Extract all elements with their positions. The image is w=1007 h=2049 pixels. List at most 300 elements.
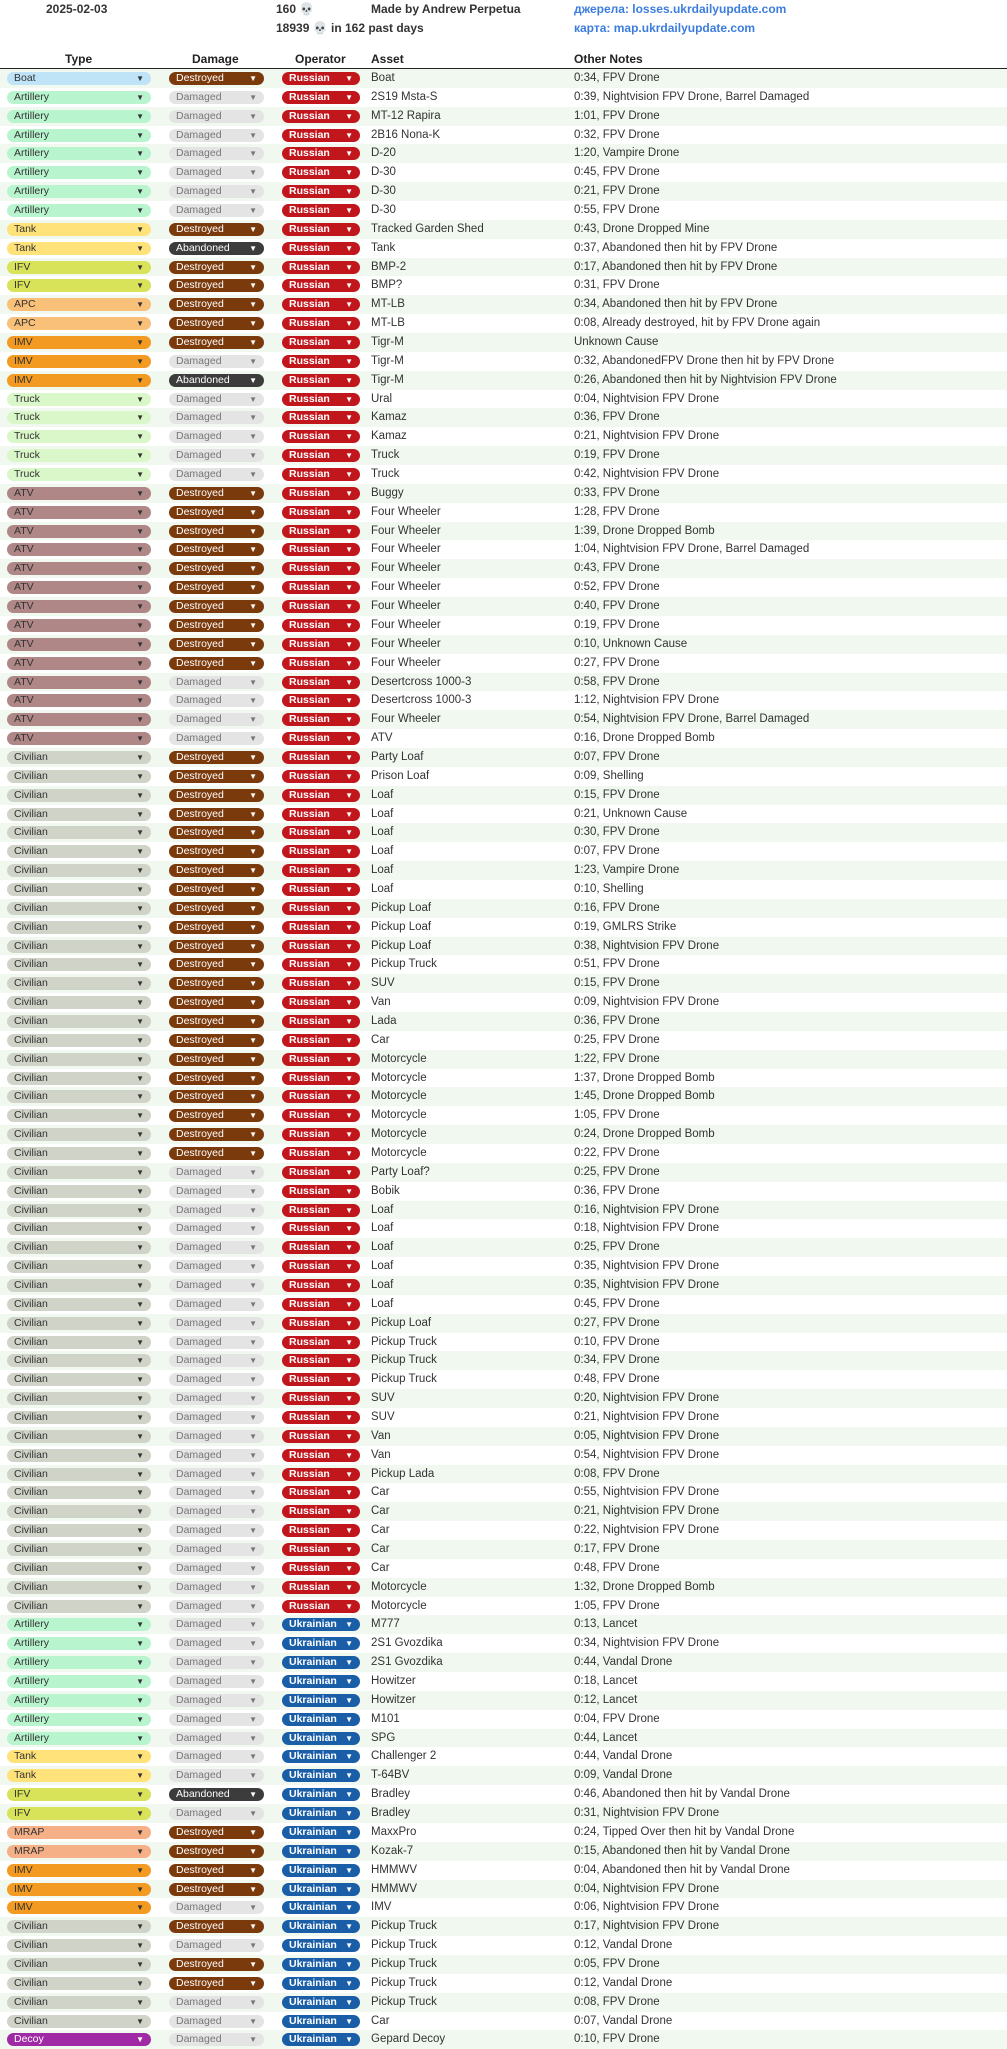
damage-select[interactable] xyxy=(169,336,264,349)
operator-select[interactable] xyxy=(282,355,360,368)
operator-select[interactable] xyxy=(282,1996,360,2009)
damage-select[interactable] xyxy=(169,543,264,556)
type-select[interactable] xyxy=(7,1637,151,1650)
damage-select[interactable] xyxy=(169,393,264,406)
type-select[interactable] xyxy=(7,185,151,198)
type-select[interactable] xyxy=(7,1185,151,1198)
type-select[interactable] xyxy=(7,506,151,519)
damage-select[interactable] xyxy=(169,1581,264,1594)
type-select[interactable] xyxy=(7,1845,151,1858)
operator-select[interactable] xyxy=(282,996,360,1009)
operator-select[interactable] xyxy=(282,1147,360,1160)
damage-select[interactable] xyxy=(169,1430,264,1443)
damage-select[interactable] xyxy=(169,147,264,160)
operator-select[interactable] xyxy=(282,732,360,745)
operator-select[interactable] xyxy=(282,110,360,123)
operator-select[interactable] xyxy=(282,1637,360,1650)
operator-select[interactable] xyxy=(282,1109,360,1122)
damage-select[interactable] xyxy=(169,619,264,632)
operator-select[interactable] xyxy=(282,1939,360,1952)
damage-select[interactable] xyxy=(169,1524,264,1537)
damage-select[interactable] xyxy=(169,2033,264,2046)
damage-select[interactable] xyxy=(169,223,264,236)
operator-select[interactable] xyxy=(282,789,360,802)
operator-select[interactable] xyxy=(282,223,360,236)
damage-select[interactable] xyxy=(169,91,264,104)
operator-select[interactable] xyxy=(282,562,360,575)
damage-select[interactable] xyxy=(169,977,264,990)
damage-select[interactable] xyxy=(169,1713,264,1726)
type-select[interactable] xyxy=(7,1241,151,1254)
operator-select[interactable] xyxy=(282,2033,360,2046)
damage-select[interactable] xyxy=(169,826,264,839)
operator-select[interactable] xyxy=(282,1675,360,1688)
type-select[interactable] xyxy=(7,1204,151,1217)
operator-select[interactable] xyxy=(282,72,360,85)
operator-select[interactable] xyxy=(282,657,360,670)
damage-select[interactable] xyxy=(169,1656,264,1669)
operator-select[interactable] xyxy=(282,430,360,443)
damage-select[interactable] xyxy=(169,1034,264,1047)
type-select[interactable] xyxy=(7,1562,151,1575)
operator-select[interactable] xyxy=(282,808,360,821)
type-select[interactable] xyxy=(7,921,151,934)
operator-select[interactable] xyxy=(282,619,360,632)
damage-select[interactable] xyxy=(169,1411,264,1424)
damage-select[interactable] xyxy=(169,770,264,783)
operator-select[interactable] xyxy=(282,1204,360,1217)
damage-select[interactable] xyxy=(169,996,264,1009)
damage-select[interactable] xyxy=(169,411,264,424)
operator-select[interactable] xyxy=(282,1430,360,1443)
operator-select[interactable] xyxy=(282,845,360,858)
column-header-asset[interactable]: Asset xyxy=(371,52,404,66)
damage-select[interactable] xyxy=(169,1354,264,1367)
type-select[interactable] xyxy=(7,1807,151,1820)
operator-select[interactable] xyxy=(282,1468,360,1481)
type-select[interactable] xyxy=(7,298,151,311)
operator-select[interactable] xyxy=(282,1732,360,1745)
type-select[interactable] xyxy=(7,1675,151,1688)
damage-select[interactable] xyxy=(169,1072,264,1085)
operator-select[interactable] xyxy=(282,1279,360,1292)
operator-select[interactable] xyxy=(282,1260,360,1273)
column-header-type[interactable]: Type xyxy=(65,52,93,66)
operator-select[interactable] xyxy=(282,902,360,915)
type-select[interactable] xyxy=(7,223,151,236)
type-select[interactable] xyxy=(7,1109,151,1122)
column-header-operator[interactable]: Operator xyxy=(295,52,346,66)
operator-select[interactable] xyxy=(282,374,360,387)
operator-select[interactable] xyxy=(282,2015,360,2028)
type-select[interactable] xyxy=(7,902,151,915)
type-select[interactable] xyxy=(7,261,151,274)
operator-select[interactable] xyxy=(282,600,360,613)
damage-select[interactable] xyxy=(169,1260,264,1273)
operator-select[interactable] xyxy=(282,958,360,971)
damage-select[interactable] xyxy=(169,487,264,500)
type-select[interactable] xyxy=(7,1336,151,1349)
type-select[interactable] xyxy=(7,1279,151,1292)
damage-select[interactable] xyxy=(169,1204,264,1217)
operator-select[interactable] xyxy=(282,166,360,179)
damage-select[interactable] xyxy=(169,1486,264,1499)
damage-select[interactable] xyxy=(169,808,264,821)
type-select[interactable] xyxy=(7,1826,151,1839)
operator-select[interactable] xyxy=(282,1750,360,1763)
operator-select[interactable] xyxy=(282,581,360,594)
type-select[interactable] xyxy=(7,129,151,142)
damage-select[interactable] xyxy=(169,1166,264,1179)
damage-select[interactable] xyxy=(169,1996,264,2009)
type-select[interactable] xyxy=(7,977,151,990)
damage-select[interactable] xyxy=(169,468,264,481)
damage-select[interactable] xyxy=(169,506,264,519)
type-select[interactable] xyxy=(7,1524,151,1537)
operator-select[interactable] xyxy=(282,1656,360,1669)
damage-select[interactable] xyxy=(169,261,264,274)
operator-select[interactable] xyxy=(282,1543,360,1556)
damage-select[interactable] xyxy=(169,638,264,651)
damage-select[interactable] xyxy=(169,1769,264,1782)
type-select[interactable] xyxy=(7,1317,151,1330)
type-select[interactable] xyxy=(7,1788,151,1801)
damage-select[interactable] xyxy=(169,72,264,85)
damage-select[interactable] xyxy=(169,1109,264,1122)
type-select[interactable] xyxy=(7,1505,151,1518)
damage-select[interactable] xyxy=(169,883,264,896)
damage-select[interactable] xyxy=(169,1750,264,1763)
operator-select[interactable] xyxy=(282,751,360,764)
type-select[interactable] xyxy=(7,958,151,971)
type-select[interactable] xyxy=(7,336,151,349)
damage-select[interactable] xyxy=(169,374,264,387)
damage-select[interactable] xyxy=(169,242,264,255)
type-select[interactable] xyxy=(7,1713,151,1726)
operator-select[interactable] xyxy=(282,1901,360,1914)
type-select[interactable] xyxy=(7,808,151,821)
operator-select[interactable] xyxy=(282,694,360,707)
operator-select[interactable] xyxy=(282,1166,360,1179)
type-select[interactable] xyxy=(7,713,151,726)
type-select[interactable] xyxy=(7,1656,151,1669)
type-select[interactable] xyxy=(7,468,151,481)
operator-select[interactable] xyxy=(282,921,360,934)
type-select[interactable] xyxy=(7,657,151,670)
type-select[interactable] xyxy=(7,694,151,707)
damage-select[interactable] xyxy=(169,581,264,594)
type-select[interactable] xyxy=(7,110,151,123)
type-select[interactable] xyxy=(7,204,151,217)
type-select[interactable] xyxy=(7,487,151,500)
type-select[interactable] xyxy=(7,770,151,783)
damage-select[interactable] xyxy=(169,600,264,613)
operator-select[interactable] xyxy=(282,279,360,292)
damage-select[interactable] xyxy=(169,921,264,934)
type-select[interactable] xyxy=(7,2015,151,2028)
map-link[interactable]: карта: map.ukrdailyupdate.com xyxy=(574,21,756,35)
operator-select[interactable] xyxy=(282,449,360,462)
damage-select[interactable] xyxy=(169,845,264,858)
operator-select[interactable] xyxy=(282,864,360,877)
damage-select[interactable] xyxy=(169,1090,264,1103)
type-select[interactable] xyxy=(7,732,151,745)
type-select[interactable] xyxy=(7,1883,151,1896)
damage-select[interactable] xyxy=(169,279,264,292)
operator-select[interactable] xyxy=(282,1392,360,1405)
type-select[interactable] xyxy=(7,355,151,368)
type-select[interactable] xyxy=(7,751,151,764)
damage-select[interactable] xyxy=(169,694,264,707)
type-select[interactable] xyxy=(7,242,151,255)
damage-select[interactable] xyxy=(169,298,264,311)
damage-select[interactable] xyxy=(169,940,264,953)
type-select[interactable] xyxy=(7,1128,151,1141)
damage-select[interactable] xyxy=(169,902,264,915)
damage-select[interactable] xyxy=(169,1128,264,1141)
operator-select[interactable] xyxy=(282,1505,360,1518)
type-select[interactable] xyxy=(7,845,151,858)
type-select[interactable] xyxy=(7,883,151,896)
type-select[interactable] xyxy=(7,600,151,613)
type-select[interactable] xyxy=(7,1750,151,1763)
type-select[interactable] xyxy=(7,1920,151,1933)
operator-select[interactable] xyxy=(282,676,360,689)
damage-select[interactable] xyxy=(169,751,264,764)
type-select[interactable] xyxy=(7,525,151,538)
damage-select[interactable] xyxy=(169,713,264,726)
operator-select[interactable] xyxy=(282,1185,360,1198)
operator-select[interactable] xyxy=(282,1883,360,1896)
operator-select[interactable] xyxy=(282,1977,360,1990)
type-select[interactable] xyxy=(7,1053,151,1066)
type-select[interactable] xyxy=(7,72,151,85)
operator-select[interactable] xyxy=(282,1864,360,1877)
type-select[interactable] xyxy=(7,826,151,839)
type-select[interactable] xyxy=(7,411,151,424)
type-select[interactable] xyxy=(7,279,151,292)
type-select[interactable] xyxy=(7,1939,151,1952)
type-select[interactable] xyxy=(7,940,151,953)
operator-select[interactable] xyxy=(282,129,360,142)
type-select[interactable] xyxy=(7,393,151,406)
operator-select[interactable] xyxy=(282,770,360,783)
type-select[interactable] xyxy=(7,996,151,1009)
operator-select[interactable] xyxy=(282,1618,360,1631)
sources-link[interactable]: джерела: losses.ukrdailyupdate.com xyxy=(574,2,787,16)
damage-select[interactable] xyxy=(169,1222,264,1235)
operator-select[interactable] xyxy=(282,91,360,104)
operator-select[interactable] xyxy=(282,242,360,255)
damage-select[interactable] xyxy=(169,1939,264,1952)
damage-select[interactable] xyxy=(169,1883,264,1896)
type-select[interactable] xyxy=(7,166,151,179)
damage-select[interactable] xyxy=(169,1336,264,1349)
operator-select[interactable] xyxy=(282,977,360,990)
operator-select[interactable] xyxy=(282,1920,360,1933)
operator-select[interactable] xyxy=(282,1222,360,1235)
damage-select[interactable] xyxy=(169,1618,264,1631)
operator-select[interactable] xyxy=(282,261,360,274)
operator-select[interactable] xyxy=(282,336,360,349)
damage-select[interactable] xyxy=(169,1901,264,1914)
operator-select[interactable] xyxy=(282,1373,360,1386)
type-select[interactable] xyxy=(7,1449,151,1462)
operator-select[interactable] xyxy=(282,1600,360,1613)
operator-select[interactable] xyxy=(282,506,360,519)
damage-select[interactable] xyxy=(169,676,264,689)
operator-select[interactable] xyxy=(282,1807,360,1820)
damage-select[interactable] xyxy=(169,1694,264,1707)
type-select[interactable] xyxy=(7,1090,151,1103)
type-select[interactable] xyxy=(7,1977,151,1990)
operator-select[interactable] xyxy=(282,393,360,406)
damage-select[interactable] xyxy=(169,1468,264,1481)
type-select[interactable] xyxy=(7,1260,151,1273)
type-select[interactable] xyxy=(7,676,151,689)
operator-select[interactable] xyxy=(282,1128,360,1141)
operator-select[interactable] xyxy=(282,298,360,311)
damage-select[interactable] xyxy=(169,657,264,670)
type-select[interactable] xyxy=(7,449,151,462)
type-select[interactable] xyxy=(7,1769,151,1782)
operator-select[interactable] xyxy=(282,1354,360,1367)
operator-select[interactable] xyxy=(282,1298,360,1311)
operator-select[interactable] xyxy=(282,1826,360,1839)
type-select[interactable] xyxy=(7,1732,151,1745)
operator-select[interactable] xyxy=(282,1713,360,1726)
type-select[interactable] xyxy=(7,91,151,104)
damage-select[interactable] xyxy=(169,1732,264,1745)
operator-select[interactable] xyxy=(282,1562,360,1575)
damage-select[interactable] xyxy=(169,166,264,179)
operator-select[interactable] xyxy=(282,1241,360,1254)
type-select[interactable] xyxy=(7,1034,151,1047)
operator-select[interactable] xyxy=(282,1072,360,1085)
damage-select[interactable] xyxy=(169,1279,264,1292)
type-select[interactable] xyxy=(7,562,151,575)
operator-select[interactable] xyxy=(282,185,360,198)
operator-select[interactable] xyxy=(282,1449,360,1462)
damage-select[interactable] xyxy=(169,864,264,877)
type-select[interactable] xyxy=(7,638,151,651)
damage-select[interactable] xyxy=(169,789,264,802)
type-select[interactable] xyxy=(7,1015,151,1028)
damage-select[interactable] xyxy=(169,1637,264,1650)
damage-select[interactable] xyxy=(169,1317,264,1330)
operator-select[interactable] xyxy=(282,1090,360,1103)
damage-select[interactable] xyxy=(169,1562,264,1575)
damage-select[interactable] xyxy=(169,1807,264,1820)
operator-select[interactable] xyxy=(282,1015,360,1028)
type-select[interactable] xyxy=(7,1600,151,1613)
operator-select[interactable] xyxy=(282,147,360,160)
operator-select[interactable] xyxy=(282,1845,360,1858)
damage-select[interactable] xyxy=(169,1053,264,1066)
damage-select[interactable] xyxy=(169,430,264,443)
damage-select[interactable] xyxy=(169,1298,264,1311)
operator-select[interactable] xyxy=(282,525,360,538)
damage-select[interactable] xyxy=(169,732,264,745)
damage-select[interactable] xyxy=(169,1958,264,1971)
damage-select[interactable] xyxy=(169,317,264,330)
damage-select[interactable] xyxy=(169,449,264,462)
damage-select[interactable] xyxy=(169,1373,264,1386)
damage-select[interactable] xyxy=(169,204,264,217)
operator-select[interactable] xyxy=(282,638,360,651)
damage-select[interactable] xyxy=(169,1864,264,1877)
damage-select[interactable] xyxy=(169,110,264,123)
type-select[interactable] xyxy=(7,1147,151,1160)
damage-select[interactable] xyxy=(169,185,264,198)
damage-select[interactable] xyxy=(169,1788,264,1801)
damage-select[interactable] xyxy=(169,1392,264,1405)
damage-select[interactable] xyxy=(169,355,264,368)
type-select[interactable] xyxy=(7,1486,151,1499)
type-select[interactable] xyxy=(7,147,151,160)
type-select[interactable] xyxy=(7,430,151,443)
operator-select[interactable] xyxy=(282,1486,360,1499)
type-select[interactable] xyxy=(7,374,151,387)
operator-select[interactable] xyxy=(282,317,360,330)
operator-select[interactable] xyxy=(282,1336,360,1349)
operator-select[interactable] xyxy=(282,411,360,424)
damage-select[interactable] xyxy=(169,1449,264,1462)
column-header-damage[interactable]: Damage xyxy=(192,52,239,66)
type-select[interactable] xyxy=(7,543,151,556)
damage-select[interactable] xyxy=(169,1147,264,1160)
type-select[interactable] xyxy=(7,1901,151,1914)
type-select[interactable] xyxy=(7,864,151,877)
damage-select[interactable] xyxy=(169,1920,264,1933)
damage-select[interactable] xyxy=(169,2015,264,2028)
operator-select[interactable] xyxy=(282,1034,360,1047)
type-select[interactable] xyxy=(7,789,151,802)
type-select[interactable] xyxy=(7,1354,151,1367)
operator-select[interactable] xyxy=(282,713,360,726)
type-select[interactable] xyxy=(7,1298,151,1311)
operator-select[interactable] xyxy=(282,826,360,839)
type-select[interactable] xyxy=(7,1430,151,1443)
operator-select[interactable] xyxy=(282,204,360,217)
type-select[interactable] xyxy=(7,2033,151,2046)
type-select[interactable] xyxy=(7,1958,151,1971)
type-select[interactable] xyxy=(7,1373,151,1386)
operator-select[interactable] xyxy=(282,883,360,896)
operator-select[interactable] xyxy=(282,1411,360,1424)
type-select[interactable] xyxy=(7,1222,151,1235)
damage-select[interactable] xyxy=(169,1543,264,1556)
damage-select[interactable] xyxy=(169,1977,264,1990)
type-select[interactable] xyxy=(7,619,151,632)
damage-select[interactable] xyxy=(169,1185,264,1198)
type-select[interactable] xyxy=(7,1468,151,1481)
damage-select[interactable] xyxy=(169,1505,264,1518)
type-select[interactable] xyxy=(7,1392,151,1405)
damage-select[interactable] xyxy=(169,562,264,575)
damage-select[interactable] xyxy=(169,1826,264,1839)
damage-select[interactable] xyxy=(169,1241,264,1254)
type-select[interactable] xyxy=(7,1694,151,1707)
damage-select[interactable] xyxy=(169,1675,264,1688)
operator-select[interactable] xyxy=(282,1769,360,1782)
damage-select[interactable] xyxy=(169,525,264,538)
type-select[interactable] xyxy=(7,1581,151,1594)
operator-select[interactable] xyxy=(282,1053,360,1066)
damage-select[interactable] xyxy=(169,958,264,971)
type-select[interactable] xyxy=(7,317,151,330)
damage-select[interactable] xyxy=(169,1845,264,1858)
